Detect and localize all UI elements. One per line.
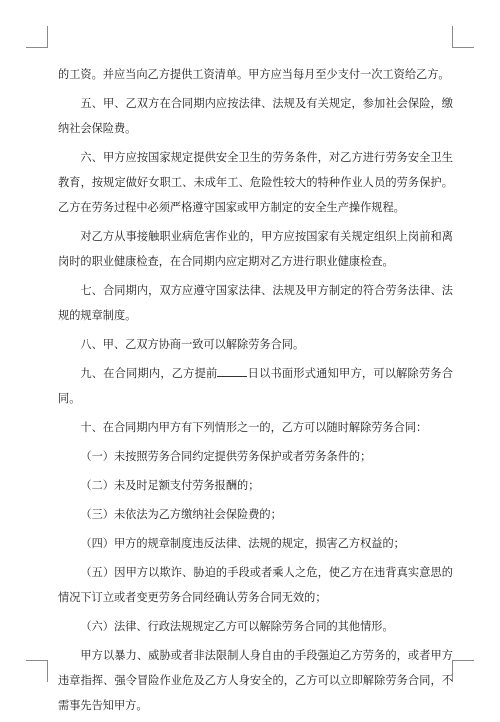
paragraph-occupational-health: 对乙方从事接触职业病危害作业的，甲方应按国家有关规定组织上岗前和离岗时的职业健康检查，在合同期内应定期对乙方进行职业健康检查。	[58, 230, 453, 268]
paragraph-clause-7-rules: 七、合同期内，双方应遵守国家法律、法规及甲方制定的符合劳务法律、法规的规章制度。	[58, 284, 453, 322]
document-body	[58, 62, 453, 722]
paragraph-clause-9-notice	[58, 361, 453, 411]
paragraph-wage-statement: 的工资。并应当向乙方提供工资清单。甲方应当每月至少支付一次工资给乙方。	[58, 68, 450, 81]
paragraph-clause-5-social-insurance: 五、甲、乙双方在合同期内应按法律、法规及有关规定，参加社会保险，缴纳社会保险费。	[58, 97, 453, 135]
list-item-4: （四）甲方的规章制度违反法律、法规的规定，损害乙方权益的；	[80, 537, 405, 550]
list-item-2: （二）未及时足额支付劳务报酬的；	[80, 479, 260, 492]
list-item-5: （五）因甲方以欺诈、胁迫的手段或者乘人之危，使乙方在违背真实意思的情况下订立或者变更劳务合同经确认劳务合同无效的；	[58, 566, 453, 604]
paragraph-clause-8-mutual-termination: 八、甲、乙双方协商一致可以解除劳务合同。	[80, 338, 305, 351]
notice-days-blank	[217, 364, 247, 377]
paragraph-clause-10-termination: 十、在合同期内甲方有下列情形之一的，乙方可以随时解除劳务合同：	[80, 421, 428, 434]
list-item-1: （一）未按照劳务合同约定提供劳务保护或者劳务条件的；	[80, 450, 372, 463]
list-item-3: （三）未依法为乙方缴纳社会保险费的；	[80, 508, 282, 521]
paragraph-clause-6-safety: 六、甲方应按国家规定提供安全卫生的劳务条件，对乙方进行劳务安全卫生教育，按规定做好女职工、未成年工、危险性较大的特种作业人员的劳务保护。乙方在劳务过程中必须严格遵守国家或甲方制定的安全生产操作规程。	[58, 151, 453, 214]
list-item-6: （六）法律、行政法规规定乙方可以解除劳务合同的其他情形。	[80, 620, 394, 633]
paragraph-immediate-termination: 甲方以暴力、威胁或者非法限制人身自由的手段强迫乙方劳务的，或者甲方违章指挥、强令冒险作业危及乙方人身安全的，乙方可以立即解除劳务合同，不需事先告知甲方。	[58, 649, 453, 712]
clause-9-after: 日以书面形式通知甲方，可以解除劳务合同。	[58, 367, 453, 405]
clause-9-before: 九、在合同期内，乙方提前	[80, 367, 218, 380]
